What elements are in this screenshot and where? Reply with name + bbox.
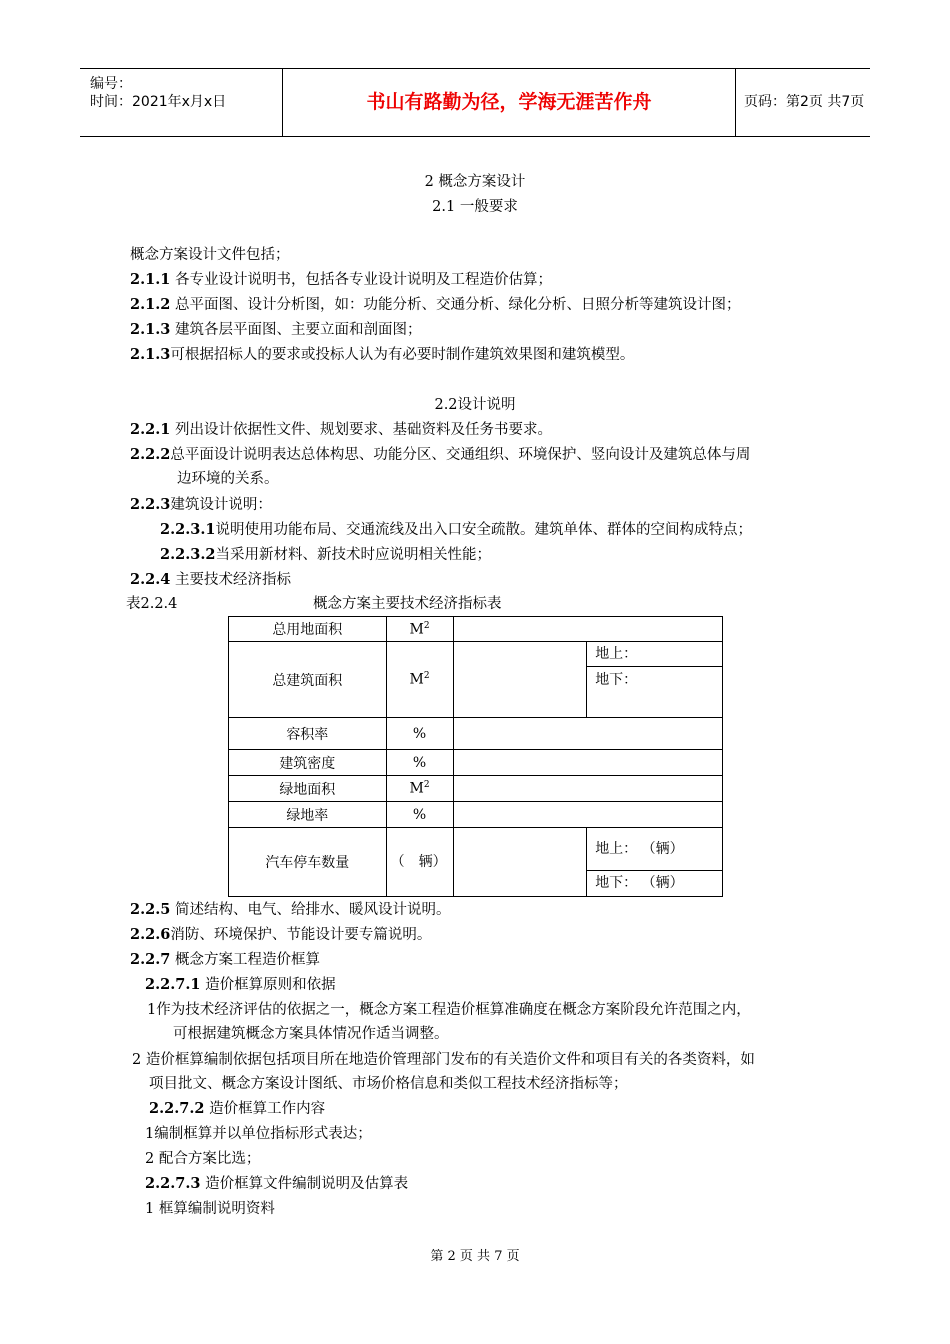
item-number: 2.2.6 — [130, 926, 171, 943]
item-text: 列出设计依据性文件、规划要求、基础资料及任务书要求。 — [170, 422, 552, 438]
s22-item-2 — [130, 446, 750, 464]
table-row — [229, 776, 723, 802]
row-label: 容积率 — [229, 718, 387, 750]
table-row — [229, 718, 723, 750]
unit-cell: （ 辆） — [386, 828, 453, 897]
car-below-label: 地下： （辆） — [595, 875, 684, 891]
para-1: 1作为技术经济评估的依据之一，概念方案工程造价框算准确度在概念方案阶段允许范围之内， — [147, 1002, 751, 1018]
row-label: 绿地面积 — [229, 776, 387, 802]
item-text: 主要技术经济指标 — [170, 572, 291, 588]
below-ground-label: 地下： — [595, 672, 638, 688]
s22-item-3-1 — [160, 521, 752, 539]
para-2: 2 造价框算编制依据包括项目所在地造价管理部门发布的有关造价文件和项目有关的各类资料，如 — [132, 1052, 755, 1068]
item-text: 总平面设计说明表达总体构思、功能分区、交通组织、环境保护、竖向设计及建筑总体与周 — [170, 447, 751, 463]
item-text: 总平面图、设计分析图，如：功能分析、交通分析、绿化分析、日照分析等建筑设计图； — [170, 297, 741, 313]
header-left — [80, 69, 280, 136]
s22-item-4 — [130, 571, 291, 589]
s22-item-7-3 — [145, 1175, 408, 1193]
value-cell — [453, 750, 722, 776]
list-item-1: 1编制框算并以单位指标形式表达； — [145, 1126, 372, 1142]
para-1-cont: 可根据建筑概念方案具体情况作适当调整。 — [173, 1026, 449, 1042]
header-page-label: 页码：第2页 共7页 — [744, 94, 865, 110]
item-number: 2.1.2 — [130, 296, 171, 313]
item-number: 2.2.2 — [130, 446, 171, 463]
item-text: 建筑设计说明： — [170, 497, 272, 513]
s22-item-3 — [130, 496, 272, 514]
unit-cell: % — [386, 802, 453, 828]
item-number: 2.2.7.2 — [149, 1100, 205, 1117]
item-number: 2.1.3 — [130, 321, 171, 338]
row-label: 汽车停车数量 — [229, 828, 387, 897]
list-item-3: 1 框算编制说明资料 — [145, 1201, 275, 1217]
chapter-title: 2 概念方案设计 — [424, 174, 526, 190]
s22-item-2-cont: 边环境的关系。 — [177, 471, 279, 487]
s22-item-7 — [130, 951, 320, 969]
s22-item-1 — [130, 421, 552, 439]
table-caption: 概念方案主要技术经济指标表 — [313, 596, 502, 612]
s22-item-3-2 — [160, 546, 491, 564]
section-title-2-1: 2.1 一般要求 — [432, 199, 518, 215]
code-label: 编号： — [90, 76, 132, 92]
unit-cell: % — [386, 750, 453, 776]
s22-item-7-1 — [145, 976, 336, 994]
table-row — [229, 828, 723, 897]
item-text: 造价框算原则和依据 — [200, 977, 336, 993]
car-above-label: 地上： （辆） — [587, 828, 722, 871]
row-label: 总建筑面积 — [229, 642, 387, 718]
table-row — [229, 750, 723, 776]
above-ground-label: 地上： — [587, 642, 722, 667]
row-label: 建筑密度 — [229, 750, 387, 776]
unit-cell: $M^2$ — [386, 642, 453, 718]
table-row — [229, 642, 723, 718]
unit-cell: % — [386, 718, 453, 750]
s21-intro: 概念方案设计文件包括； — [130, 247, 290, 263]
row-label: 总用地面积 — [229, 617, 387, 642]
para-2-cont: 项目批文、概念方案设计图纸、市场价格信息和类似工程技术经济指标等； — [149, 1076, 628, 1092]
item-number: 2.2.7 — [130, 951, 171, 968]
s21-item-1 — [130, 271, 552, 289]
value-cell — [453, 642, 587, 718]
item-text: 可根据招标人的要求或投标人认为有必要时制作建筑效果图和建筑模型。 — [170, 347, 635, 363]
item-number: 2.1.1 — [130, 271, 171, 288]
item-number: 2.2.7.3 — [145, 1175, 201, 1192]
row-label: 绿地率 — [229, 802, 387, 828]
s22-item-6 — [130, 926, 431, 944]
item-text: 各专业设计说明书，包括各专业设计说明及工程造价估算； — [170, 272, 552, 288]
table-row — [229, 617, 723, 642]
indicator-table — [228, 616, 723, 897]
item-text: 造价框算文件编制说明及估算表 — [200, 1176, 409, 1192]
value-cell — [453, 617, 722, 642]
item-number: 2.2.3 — [130, 496, 171, 513]
item-text: 当采用新材料、新技术时应说明相关性能； — [215, 547, 492, 563]
item-number: 2.2.1 — [130, 421, 171, 438]
unit-cell: $M^2$ — [386, 617, 453, 642]
date-label: 时间：2021年x月x日 — [90, 94, 227, 110]
value-cell — [453, 718, 722, 750]
list-item-2: 2 配合方案比选； — [145, 1151, 261, 1167]
item-text: 建筑各层平面图、主要立面和剖面图； — [170, 322, 422, 338]
item-text: 消防、环境保护、节能设计要专篇说明。 — [170, 927, 432, 943]
split-cell — [587, 828, 723, 897]
s22-item-7-2 — [149, 1100, 325, 1118]
s21-item-4 — [130, 346, 634, 364]
s21-item-3 — [130, 321, 421, 339]
value-cell — [453, 776, 722, 802]
item-text: 概念方案工程造价框算 — [170, 952, 320, 968]
s21-item-2 — [130, 296, 740, 314]
item-text: 造价框算工作内容 — [204, 1101, 326, 1117]
section-title-2-2: 2.2设计说明 — [434, 397, 516, 413]
header-motto: 书山有路勤为径，学海无涯苦作舟 — [282, 69, 736, 136]
split-cell — [587, 642, 723, 718]
item-number: 2.1.3 — [130, 346, 171, 363]
item-number: 2.2.3.1 — [160, 521, 216, 538]
item-number: 2.2.7.1 — [145, 976, 201, 993]
value-cell — [453, 828, 587, 897]
item-text: 说明使用功能布局、交通流线及出入口安全疏散。建筑单体、群体的空间构成特点； — [215, 522, 753, 538]
item-text: 简述结构、电气、给排水、暖风设计说明。 — [170, 902, 451, 918]
item-number: 2.2.5 — [130, 901, 171, 918]
table-row — [229, 802, 723, 828]
table-label: 表2.2.4 — [126, 596, 178, 612]
unit-cell: $M^2$ — [386, 776, 453, 802]
item-number: 2.2.3.2 — [160, 546, 216, 563]
page-footer: 第 2 页 共 7 页 — [430, 1249, 520, 1264]
page-header — [80, 68, 870, 137]
s22-item-5 — [130, 901, 450, 919]
item-number: 2.2.4 — [130, 571, 171, 588]
value-cell — [453, 802, 722, 828]
